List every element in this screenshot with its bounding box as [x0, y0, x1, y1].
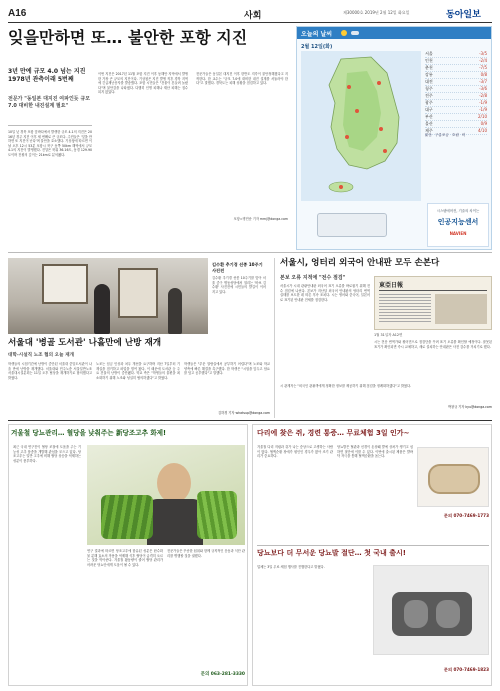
foreign-byline: 박창규 기자 kyu@donga.com: [447, 405, 492, 409]
city-row: 울산 0/9: [425, 121, 487, 126]
top-story-deck2: 전문가 "동일본 대지진 여파인듯 규모 7.0 대비한 내진설계 필요": [8, 96, 91, 109]
section-label: 사회: [244, 11, 262, 21]
korea-map: [301, 51, 421, 201]
ad-right-body-col3: 업체는 3일 무료 체험 행사를 진행한다고 밝혔다.: [257, 565, 325, 569]
city-row: 대구 -1/9: [425, 107, 487, 112]
ad-left-phone[interactable]: 문의 063-281-3330: [200, 672, 245, 677]
weather-ad-main: 인공지능센서: [437, 218, 479, 226]
ad-right-body-col2: 당뇨발은 혈관과 신경이 손상돼 발에 상처가 생기고 심하면 절단에 이를 수 있다. 이번에 출시된 제품은 발바닥 자극을 통해 혈액순환을 돕는다.: [337, 445, 413, 459]
legend-partly-cloudy: 구름조금: [434, 133, 449, 137]
page-number: A16: [8, 8, 27, 19]
masthead-logo: 동아일보: [446, 9, 481, 19]
issue-info: 제30000호 2019년 2월 12일 화요일: [343, 10, 410, 15]
weather-legend: [425, 133, 487, 138]
clipping-caption: 1월 31일자 A12면: [374, 333, 403, 337]
weather-ad-brand: NAVIEN: [449, 231, 467, 236]
weather-ad: [427, 203, 489, 247]
ad-right-subhead: 당뇨보다 더 무서운 당뇨발 절단… 첫 국내 출시!: [257, 549, 406, 557]
exhibition-photo: [8, 258, 208, 334]
air-conditioner-icon: [317, 213, 387, 237]
newspaper-clipping: [374, 276, 492, 330]
city-row: 춘천 -7/5: [425, 65, 487, 70]
top-story-headline: 잊을만하면 또… 불안한 포항 지진: [8, 28, 248, 47]
weather-city-list: [425, 51, 487, 135]
top-story-byline: 포항=명민준 기자 mmj@donga.com: [233, 217, 288, 221]
weather-ad-top: 시스템에어컨, 기술의 차이는: [436, 209, 480, 213]
legend-rain: 비: [461, 133, 466, 137]
top-story-body-col1: 10일 낮 경북 포항 앞바다에서 발생한 규모 4.1의 지진은 2016년 경주 지진 이후 세 번째로 큰 규모다. 주민들은 '잊을 만하면 또 지진이 난다'며 불안을 호소했다. 기상청에 따르면 이날 오후 12시 53분 포항시 북구 동쪽 50km 해역에서 규모 4.1의 지진이 발생했다. 진앙은 북위 36.16도, 동경 129.90도이며 진원의 깊이는 21km로 분석됐다.: [8, 130, 92, 157]
ad-left-body-col3: 전문가들은 꾸준한 섭취와 함께 규칙적인 운동과 식단 관리를 병행할 것을 권했다.: [167, 549, 245, 558]
ad-left-photo: [87, 445, 245, 545]
foot-device-photo: [373, 565, 489, 655]
ad-right-phone2[interactable]: 문의 070-7469-1823: [443, 667, 489, 672]
library-deck: 대학-시설직 노조 협의 오늘 재개: [8, 353, 74, 358]
ad-left-body-col2: 연구 결과에 따르면 당조고추에 함유된 성분은 탄수화물 분해 효소의 작용을 억제해 식후 혈당이 급격히 오르는 것을 막아준다. 겨울철 활동량이 줄어 혈당 관리가 어려운 당뇨인에게 도움이 될 수 있다.: [87, 549, 163, 567]
header-rule: [8, 22, 492, 23]
exhibition-photo-caption-title: 김수환 추기경 선종 10주기 사진전: [212, 262, 263, 273]
ad-right: [252, 424, 492, 686]
city-row: 인천 -2/4: [425, 58, 487, 63]
city-row: 광주 -1/9: [425, 100, 487, 105]
exhibition-photo-caption: 김수환 추기경 선종 10주기를 맞아 서울 중구 명동성당에서 열리는 '바보 김수환' 사진전에 시민들의 발길이 이어지고 있다.: [212, 276, 266, 294]
top-section-rule: [8, 252, 492, 253]
library-headline: 서울대 '병골 도서관' 나흘만에 난방 재개: [8, 338, 162, 348]
library-body-col2: 노조는 임금 인상과 처우 개선을 요구하며 지난 7일부터 기계실을 점거하고 파업을 벌여 왔다. 이 때문에 도서관 등 주요 건물의 난방이 중단됐다. 학교 측은 "학생들의 불편을 최소화하기 위해 노조와 성실히 협의하겠다"고 밝혔다.: [96, 362, 180, 380]
sun-icon: [341, 30, 347, 36]
foreign-body-col3: 시 관계자는 "외국인 관광객에게 정확한 정보를 제공하기 위해 점검을 정례화하겠다"고 밝혔다.: [280, 384, 412, 388]
deck-rule: [8, 125, 92, 126]
city-row: 서울 -3/5: [425, 51, 487, 56]
library-body-col3: 학생들은 "추운 열람실에서 공부하기 어렵다"며 노조와 학교 양측에 빠른 해결을 촉구했다. 한 학생은 "시험을 앞두고 담요를 덮고 공부했다"고 말했다.: [184, 362, 270, 376]
weather-box: [296, 26, 492, 250]
city-row: 전주 -2/8: [425, 93, 487, 98]
top-story-body-col3: 전문가들은 동일본 대지진 이후 한반도 지각이 불안정해졌다고 지적한다. 한 교수는 "규모 7.0에 대비한 내진 설계를 서둘러야 한다"고 말했다. 경북도는 피해 상황을 점검하고 있다.: [196, 72, 288, 86]
foreign-body-col2: 시는 전문 번역가와 원어민으로 점검단을 꾸려 표기 오류를 확인할 예정이다. 잘못된 표기가 확인되면 즉시 교체하고, 새로 설치하는 안내판은 사전 감수를 거치기로 했다.: [374, 340, 492, 349]
middle-column-rule: [274, 258, 275, 418]
city-row: 부산 2/10: [425, 114, 487, 119]
city-row: 청주 -3/6: [425, 86, 487, 91]
weather-title: 오늘의 날씨: [301, 31, 333, 38]
clipping-masthead: 東亞日報: [379, 282, 404, 289]
ad-left: [8, 424, 248, 686]
ad-right-phone1[interactable]: 문의 070-7469-1773: [443, 513, 489, 518]
massager-photo: [417, 447, 489, 507]
ad-left-headline: 겨울철 당뇨관리… 혈당을 낮춰주는 新당조고추 화제!: [11, 429, 167, 437]
foreign-headline: 서울시, 엉터리 외국어 안내판 모두 손본다: [280, 258, 440, 268]
weather-date: 2월 12일(화): [301, 44, 333, 50]
ad-section-rule: [8, 420, 492, 421]
city-row: 제주 4/10: [425, 128, 487, 133]
legend-cloudy: 흐림: [451, 133, 459, 137]
top-story-deck1: 3년 만에 규모 4.0 넘는 지진 1978년 관측이래 5번째: [8, 68, 86, 83]
library-body-col1: 학생들의 시험기간에 난방이 중단된 서울대 중앙도서관이 나흘 만에 난방을 재개했다. 서울대와 민주노총 서울일반노조 서울대시설분회는 11일 오후 협상을 재개하기로 합의했다고 밝혔다.: [8, 362, 92, 380]
legend-sunny: 맑음: [425, 133, 432, 137]
library-byline: 김하경 기자 whatsup@donga.com: [218, 411, 270, 415]
top-story-body-col2: 이번 지진은 2017년 11월 포항 지진 이후 동해안 지역에서 발생한 가장 큰 규모의 지진이다. 기상청은 지진 발생 직후 경북 지역에 긴급재난문자를 발송했다. 포항 시민들은 "건물이 흔들려 놀랐다"며 불안감을 나타냈다. 다행히 인명 피해나 재산 피해는 접수되지 않았다.: [98, 72, 188, 95]
weather-title-bar: [297, 27, 491, 39]
ad-right-body-col1: 겨울철 다리 저림과 쥐가 나는 증상으로 고생하는 사람이 많다. 혈액순환 장애가 원인인 경우가 많아 조기 관리가 중요하다.: [257, 445, 333, 459]
city-row: 강릉 0/8: [425, 72, 487, 77]
foreign-subhead: 본보 오류 지적에 "전수 점검": [280, 275, 346, 281]
ad-right-headline: 다리에 찾은 쥐, 경련 통증… 무료체험 3일 인가~: [257, 429, 410, 437]
cloud-icon: [351, 31, 359, 35]
city-row: 대전 -3/7: [425, 79, 487, 84]
page-header: [8, 6, 492, 22]
foreign-body-col1: 서울시가 시내 관광안내판 외국어 표기 오류를 바로잡기 위해 전수 점검에 나선다. 본보가 지난달 외국어 안내판의 엉터리 번역 실태를 보도한 데 따른 후속 조치다. 시는 영어와 중국어, 일본어로 표기된 안내판 전체를 점검한다.: [280, 284, 370, 302]
ad-left-body-col1: 최근 국내 연구진이 혈당 조절에 도움을 주는 기능성 고추 품종을 개발해 관심을 모으고 있다. 당조고추는 일반 고추에 비해 혈당 상승을 억제하는 성분이 풍부하다.: [13, 445, 81, 463]
